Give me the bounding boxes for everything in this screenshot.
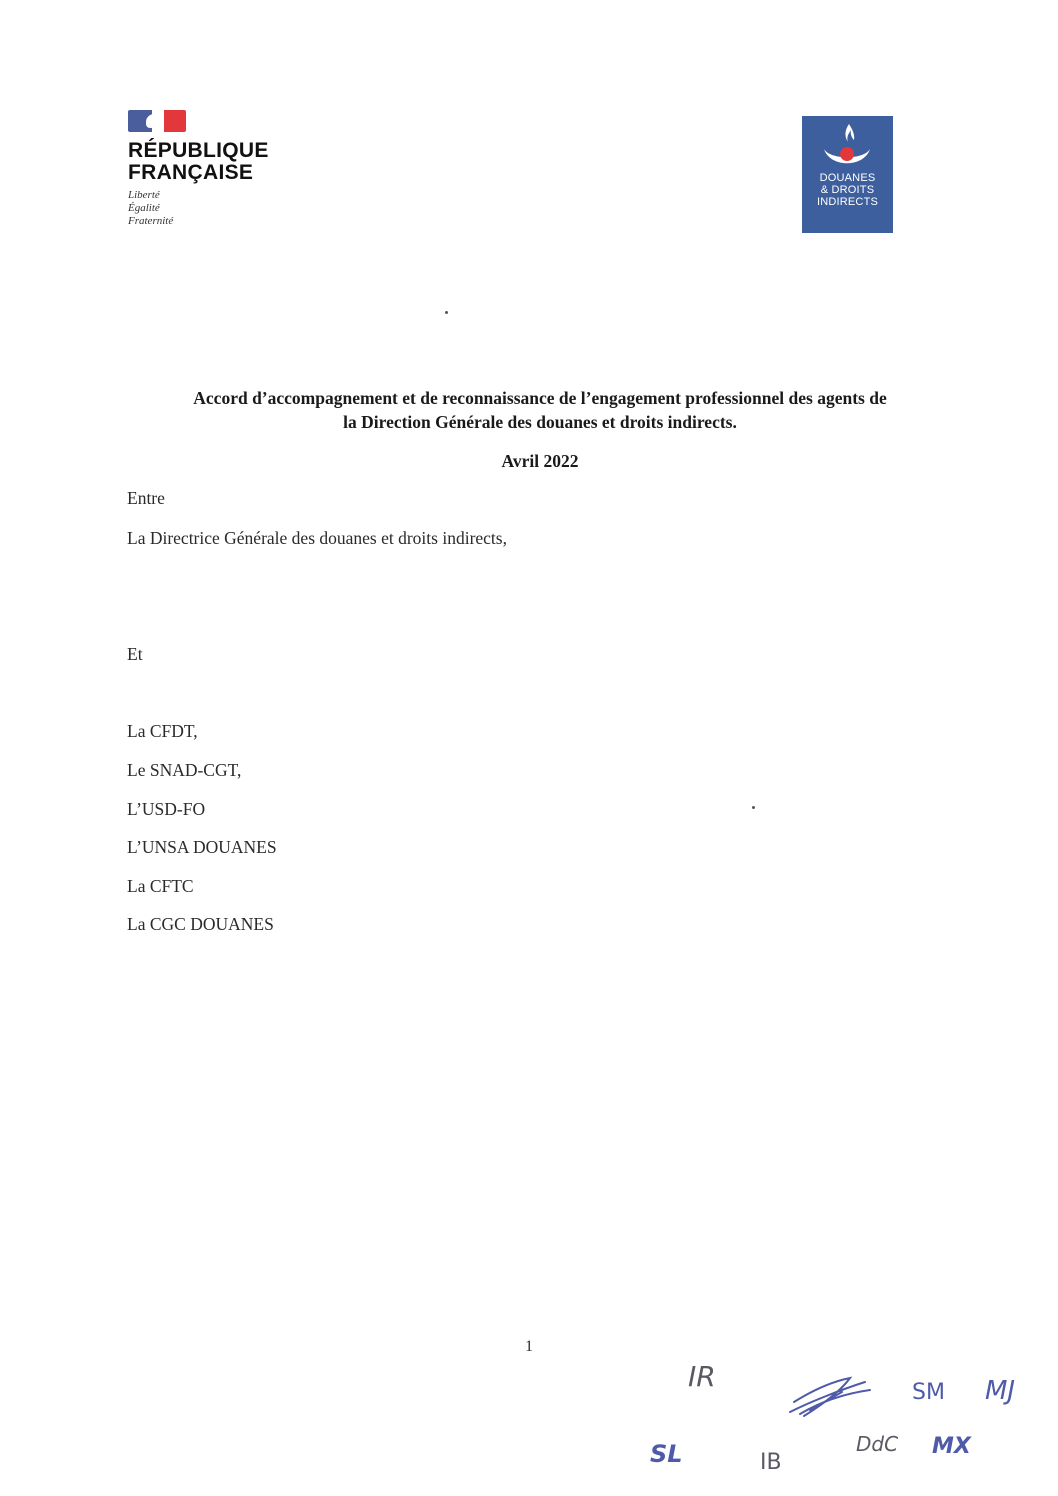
union-item: La CGC DOUANES bbox=[127, 914, 274, 934]
between-label: Entre bbox=[127, 488, 165, 508]
scan-speck bbox=[445, 311, 448, 314]
union-item: L’UNSA DOUANES bbox=[127, 837, 277, 857]
initials-ir: IR bbox=[688, 1360, 716, 1393]
douanes-logo-text bbox=[802, 172, 893, 208]
douanes-logo bbox=[802, 116, 893, 233]
initials-sl: SL bbox=[650, 1440, 683, 1468]
signature-scribble-icon bbox=[780, 1372, 876, 1422]
motto-liberte: Liberté bbox=[128, 189, 160, 201]
rf-title-line1: RÉPUBLIQUE bbox=[128, 139, 269, 162]
marianne-flag-icon bbox=[128, 110, 188, 134]
douanes-line2: & DROITS bbox=[820, 184, 875, 196]
douanes-line3: INDIRECTS bbox=[816, 196, 879, 208]
and-label: Et bbox=[127, 644, 143, 664]
initials-sm: SM bbox=[912, 1380, 945, 1405]
document-date: Avril 2022 bbox=[501, 451, 579, 471]
motto-egalite: Égalité bbox=[128, 202, 160, 214]
douanes-line1: DOUANES bbox=[819, 172, 876, 184]
initials-mx: MX bbox=[932, 1434, 971, 1459]
rf-motto bbox=[128, 189, 298, 228]
document-title bbox=[110, 386, 970, 434]
republique-francaise-logo bbox=[128, 110, 298, 228]
union-item: Le SNAD-CGT, bbox=[127, 760, 242, 780]
scan-speck bbox=[752, 806, 755, 809]
initials-ddc: DdC bbox=[856, 1432, 899, 1456]
title-line1: Accord d’accompagnement et de reconnaissance de l’engagement professionnel des agents de bbox=[193, 388, 887, 408]
party-one: La Directrice Générale des douanes et droits indirects, bbox=[127, 528, 507, 548]
title-line2: la Direction Générale des douanes et droits indirects. bbox=[343, 412, 737, 432]
initials-mj: MJ bbox=[985, 1376, 1016, 1406]
union-item: L’USD-FO bbox=[127, 799, 206, 819]
motto-fraternite: Fraternité bbox=[128, 215, 174, 227]
initials-ib: IB bbox=[760, 1450, 782, 1475]
rf-title-line2: FRANÇAISE bbox=[128, 161, 254, 184]
flame-grenade-icon bbox=[802, 116, 893, 172]
page-number: 1 bbox=[525, 1338, 533, 1355]
union-item: La CFDT, bbox=[127, 721, 198, 741]
union-item: La CFTC bbox=[127, 876, 194, 896]
